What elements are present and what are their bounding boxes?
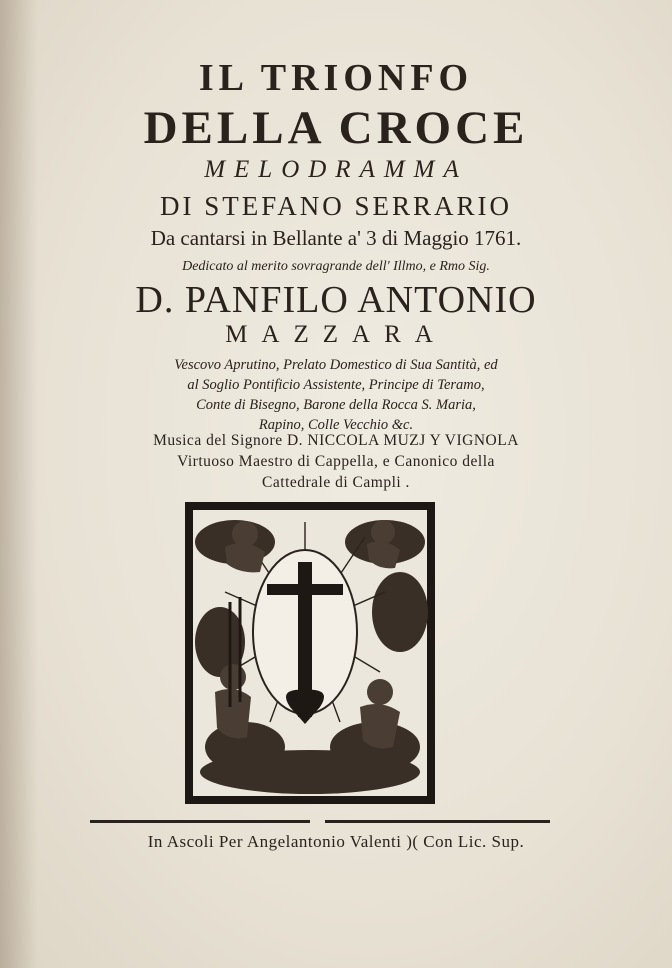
dedicatee-titles-line: Conte di Bisegno, Barone della Rocca S. Maria,: [196, 397, 476, 413]
dedicatee-titles-line: Rapino, Colle Vecchio &c.: [258, 417, 414, 433]
title-line-1: IL TRIONFO: [198, 57, 474, 99]
divider-rule: [325, 820, 550, 823]
divider-rule: [90, 820, 310, 823]
woodcut-illustration: [185, 502, 435, 804]
dedicatee-surname: MAZZARA: [225, 321, 447, 348]
music-credit-line: Virtuoso Maestro di Cappella, e Canonico della: [177, 453, 495, 470]
woodcut-svg: [185, 502, 435, 804]
dedicatee-name: D. PANFILO ANTONIO: [135, 279, 537, 321]
genre-line: MELODRAMMA: [204, 156, 468, 183]
author-line: DI STEFANO SERRARIO: [159, 191, 513, 221]
music-credit-line: Cattedrale di Campli .: [262, 474, 410, 491]
dedicatee-titles-line: Vescovo Aprutino, Prelato Domestico di Sua Santità, ed: [174, 357, 498, 373]
title-line-2: DELLA CROCE: [143, 102, 529, 154]
music-credit-line: Musica del Signore D. NICCOLA MUZJ Y VIGNOLA: [153, 432, 519, 449]
dedicatee-titles-line: al Soglio Pontificio Assistente, Principe di Teramo,: [187, 377, 485, 393]
performance-line: Da cantarsi in Bellante a' 3 di Maggio 1761.: [150, 226, 522, 250]
imprint-line: In Ascoli Per Angelantonio Valenti )( Con Lic. Sup.: [147, 832, 525, 851]
dedication-line: Dedicato al merito sovragrande dell' Illmo, e Rmo Sig.: [182, 259, 490, 274]
